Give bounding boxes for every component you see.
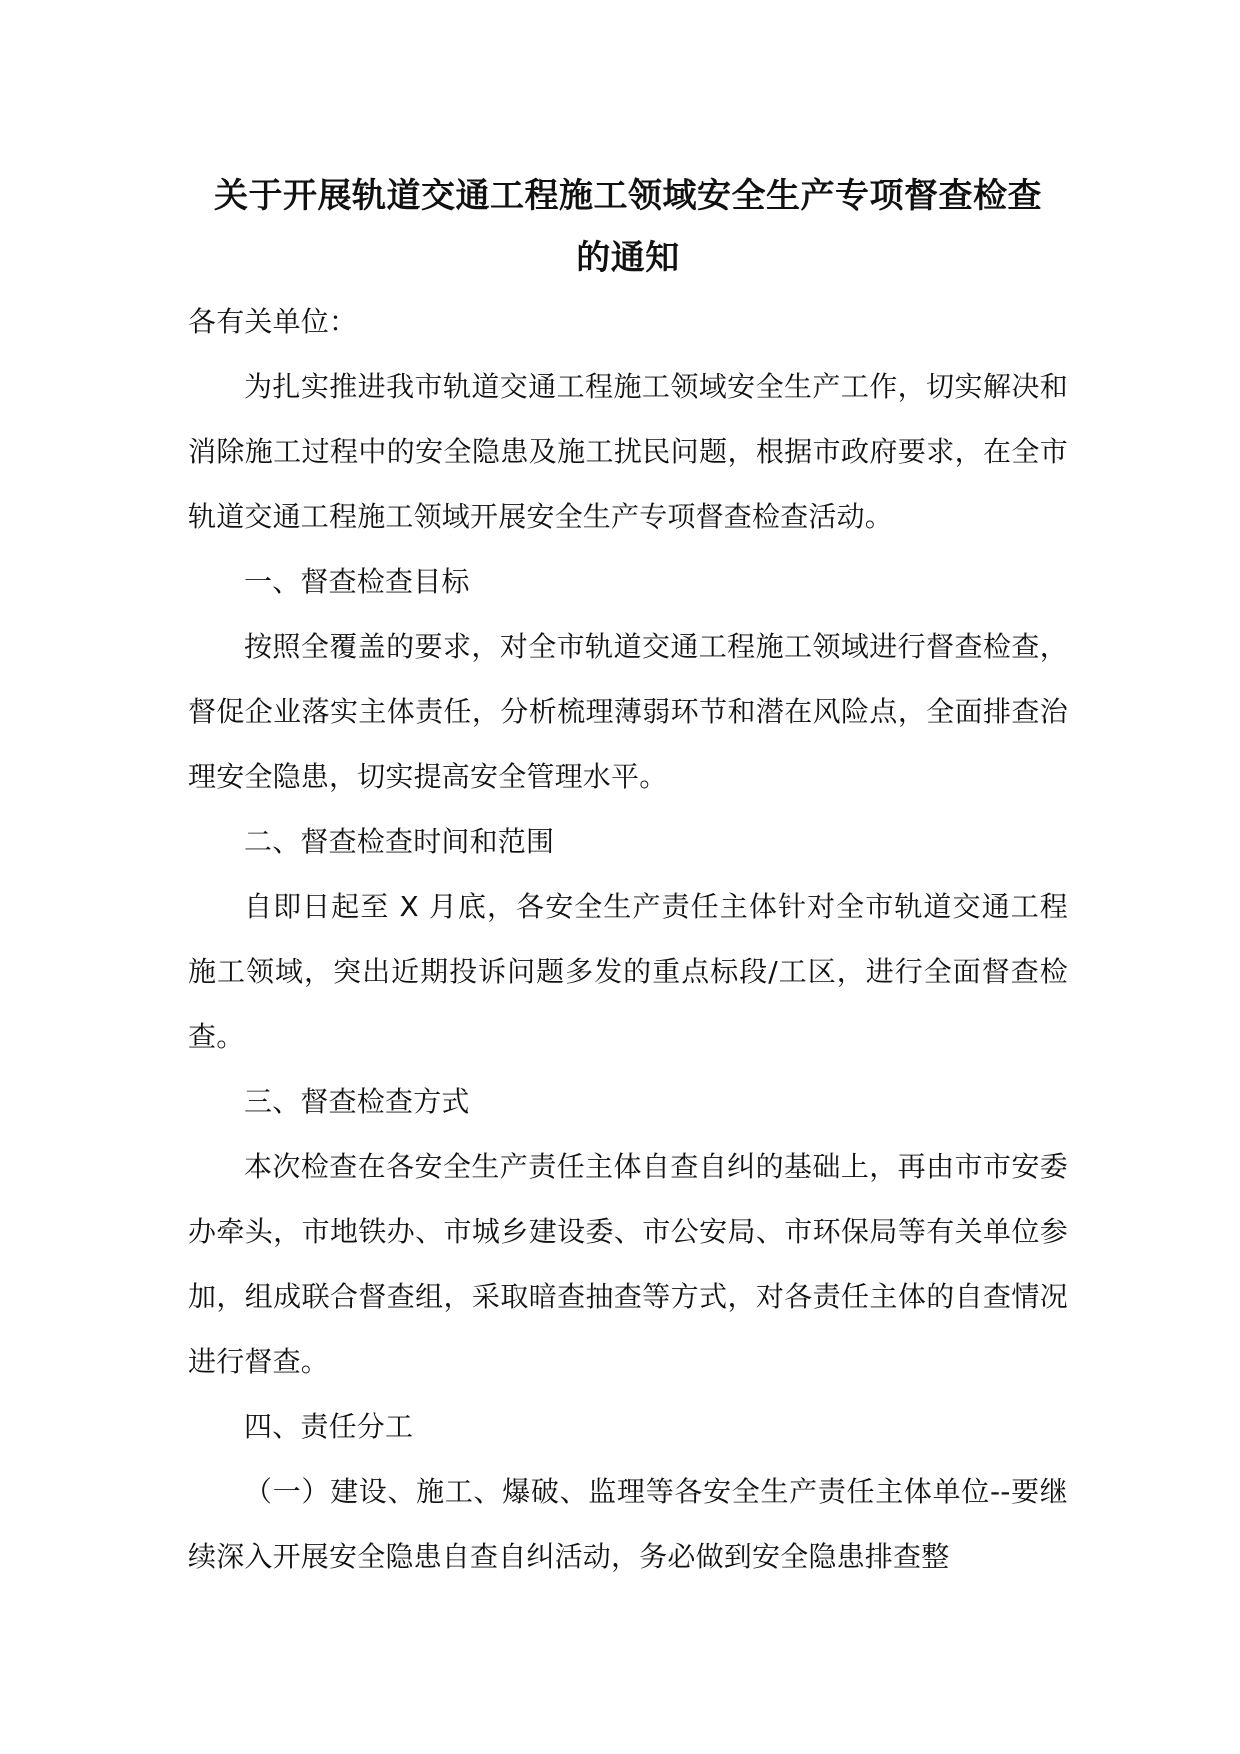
section-text-4: （一）建设、施工、爆破、监理等各安全生产责任主体单位--要继续深入开展安全隐患自查自纠活动，务必做到安全隐患排查整 [188, 1475, 1068, 1573]
section-text-1: 按照全覆盖的要求，对全市轨道交通工程施工领域进行督查检查，督促企业落实主体责任，分析梳理薄弱环节和潜在风险点，全面排查治理安全隐患，切实提高安全管理水平。 [188, 630, 1068, 793]
section-heading-2: 二、督查检查时间和范围 [244, 825, 555, 858]
document-body [188, 165, 1068, 1589]
intro-paragraph: 为扎实推进我市轨道交通工程施工领域安全生产工作，切实解决和消除施工过程中的安全隐患及施工扰民问题，根据市政府要求，在全市轨道交通工程施工领域开展安全生产专项督查检查活动。 [188, 370, 1068, 533]
salutation: 各有关单位： [188, 305, 358, 338]
title-line-1: 关于开展轨道交通工程施工领域安全生产专项督查检查 [214, 176, 1042, 216]
section-text-3: 本次检查在各安全生产责任主体自查自纠的基础上，再由市市安委办牵头，市地铁办、市城乡建设委、市公安局、市环保局等有关单位参加，组成联合督查组，采取暗查抽查等方式，对各责任主体的自查情况进行督查。 [188, 1150, 1068, 1378]
document-content [188, 289, 1068, 1589]
section-heading-1: 一、督查检查目标 [244, 565, 470, 598]
section-heading-3: 三、督查检查方式 [244, 1085, 470, 1118]
section-heading-4: 四、责任分工 [244, 1410, 414, 1443]
section-text-2: 自即日起至 X 月底，各安全生产责任主体针对全市轨道交通工程施工领域，突出近期投诉问题多发的重点标段/工区，进行全面督查检查。 [188, 890, 1068, 1053]
title-line-2: 的通知 [576, 238, 680, 278]
document-title [188, 165, 1068, 289]
